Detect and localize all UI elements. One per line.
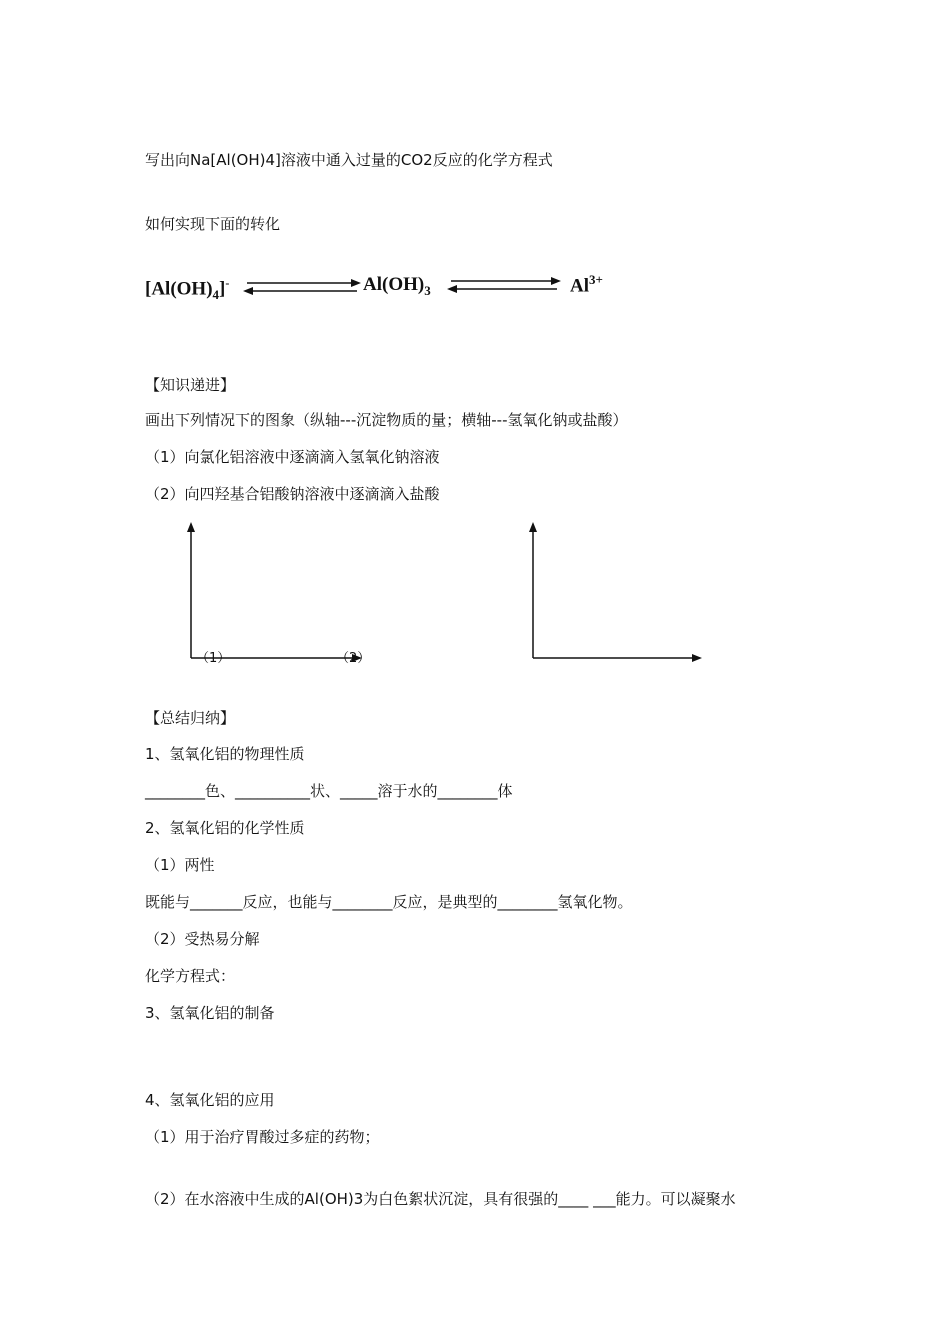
- section-4-2: （2）在水溶液中生成的Al(OH)3为白色絮状沉淀，具有很强的____ ___能力。可以凝聚水: [145, 1190, 736, 1208]
- aluminate-sub: 4: [212, 287, 220, 303]
- case-2: （2）向四羟基合铝酸钠溶液中逐滴滴入盐酸: [145, 485, 440, 503]
- summary-header: 【总结归纳】: [145, 709, 236, 727]
- section-4-1: （1）用于治疗胃酸过多症的药物；: [145, 1128, 380, 1146]
- section-4-title: 4、氢氧化铝的应用: [145, 1091, 275, 1109]
- ion-charge: 3+: [589, 272, 603, 287]
- hydroxide-sub: 3: [424, 282, 431, 298]
- species-aluminate: [145, 276, 229, 303]
- section-2-1: （1）两性: [145, 856, 215, 874]
- ion-text: Al: [570, 275, 589, 297]
- section-2-title: 2、氢氧化铝的化学性质: [145, 819, 305, 837]
- draw-instruction: 画出下列情况下的图象（纵轴---沉淀物质的量；横轴---氢氧化钠或盐酸）: [145, 411, 628, 429]
- aluminate-text: [Al(OH): [145, 278, 213, 300]
- section-1-title: 1、氢氧化铝的物理性质: [145, 745, 305, 763]
- equilibrium-arrow-1: [247, 278, 357, 298]
- knowledge-header: 【知识递进】: [145, 376, 236, 394]
- section-2-2: （2）受热易分解: [145, 930, 260, 948]
- section-3-title: 3、氢氧化铝的制备: [145, 1004, 275, 1022]
- species-aluminum-hydroxide: [363, 274, 431, 299]
- equilibrium-arrow-2: [451, 276, 561, 296]
- graph-label-2: （2）: [336, 651, 371, 666]
- question-1: 写出向Na[Al(OH)4]溶液中通入过量的CO2反应的化学方程式: [145, 151, 553, 169]
- graph-label-1: （1）: [196, 651, 231, 666]
- aluminate-bracket: ]: [219, 278, 226, 300]
- graph-axes-2: [522, 520, 722, 670]
- species-aluminum-ion: [570, 272, 603, 297]
- hydroxide-text: Al(OH): [363, 274, 425, 295]
- case-1: （1）向氯化铝溶液中逐滴滴入氢氧化钠溶液: [145, 448, 440, 466]
- question-2: 如何实现下面的转化: [145, 215, 281, 233]
- conversion-equation: [145, 268, 625, 308]
- section-2-2-equation: 化学方程式：: [145, 967, 236, 985]
- section-2-1-fill: 既能与_______反应，也能与________反应，是典型的________氢氧化物。: [145, 893, 633, 911]
- aluminate-charge: -: [225, 276, 230, 290]
- section-1-fill: ________色、__________状、_____溶于水的________体: [145, 782, 513, 800]
